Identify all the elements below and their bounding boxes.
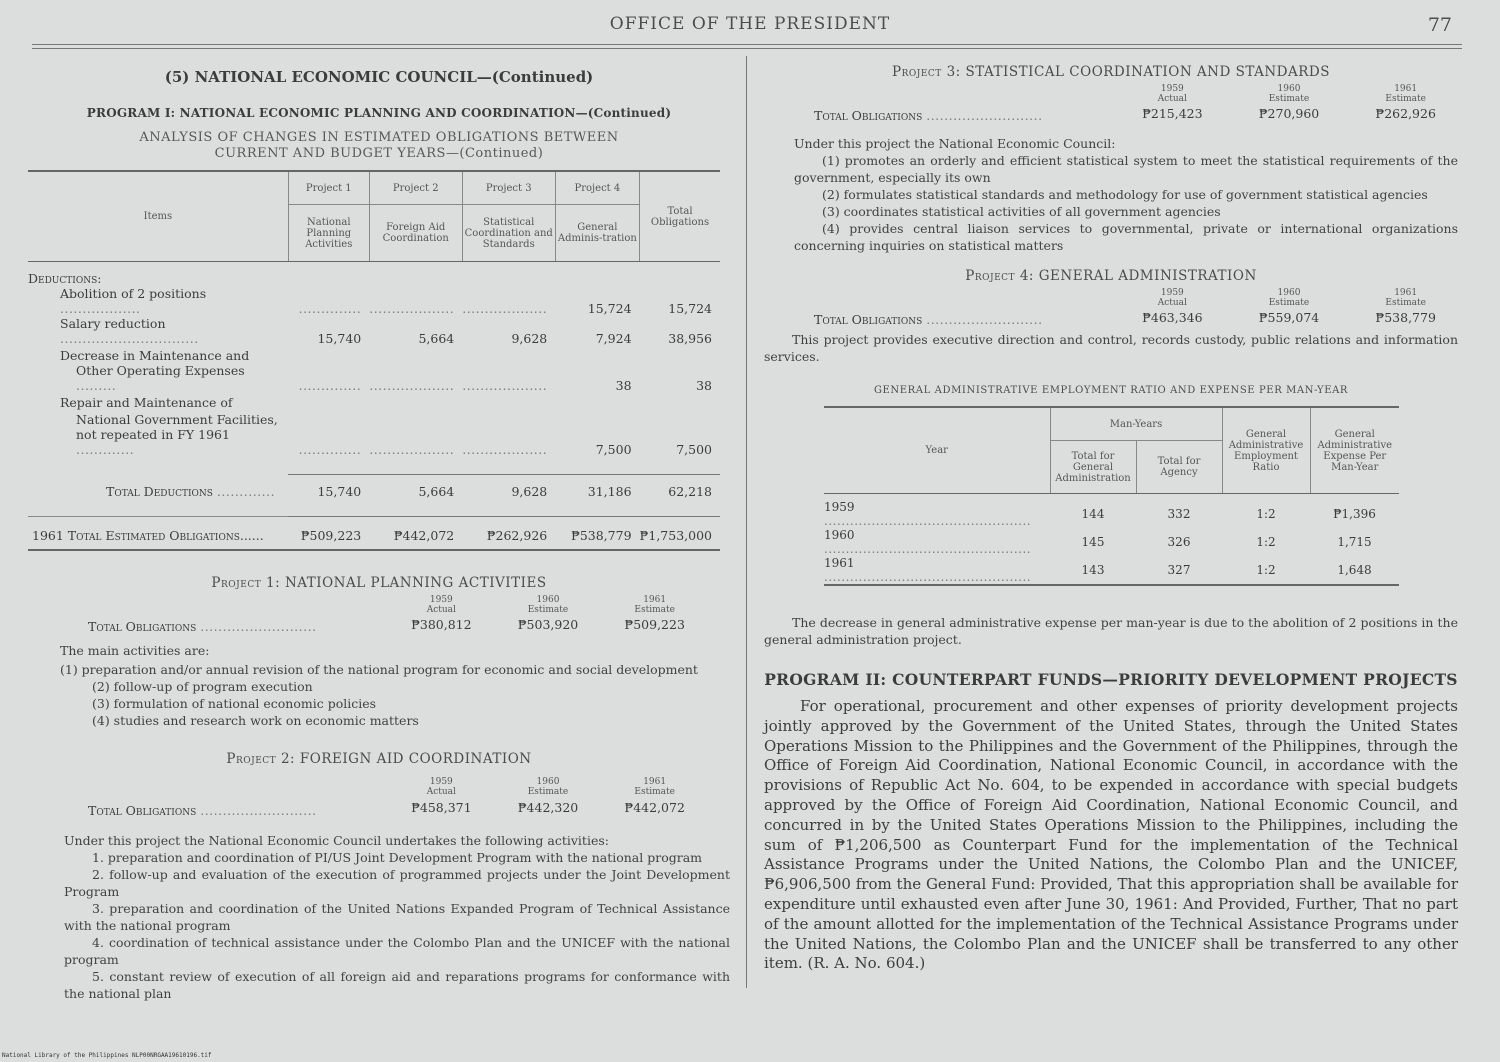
cell-value: 1,715: [1337, 535, 1372, 549]
row-label: National Government Facilities,: [76, 412, 278, 427]
cell-value: 38: [615, 378, 632, 393]
left-column: [28, 56, 730, 1002]
project-4-name: General Adminis-tration: [555, 205, 639, 262]
table-row: [28, 410, 720, 427]
activities-intro: Under this project the National Economic Council:: [794, 136, 1116, 151]
year-kind: Estimate: [1385, 298, 1426, 308]
activities-intro: The main activities are:: [60, 642, 210, 658]
project-3-name: Statistical Coordination and Standards: [462, 205, 555, 262]
year-label: 1959: [1160, 288, 1184, 298]
list-item: (2) follow-up of program execution: [92, 678, 313, 694]
cell-value: ₱1,396: [1333, 507, 1376, 521]
cell-value: 38,956: [668, 331, 712, 346]
project-1-obligations: 1959 Actual 1960 Estimate 1961 Estimate Total Obligations .......................... ₱380,812 ₱503,920 ₱509,223: [88, 595, 708, 634]
project-3-obligations: 1959 Actual 1960 Estimate 1961 Estimate Total Obligations .......................... ₱215,423 ₱270,960 ₱262,926: [814, 84, 1464, 123]
cell-value: 15,724: [587, 301, 632, 316]
table-row: 1959 ................................................ 144 332 1:2 ₱1,396: [824, 500, 1399, 528]
analysis-title-line-1: ANALYSIS OF CHANGES IN ESTIMATED OBLIGATIONS BETWEEN: [139, 130, 619, 145]
year-label: 1960: [536, 594, 560, 605]
cell-value: ₱1,753,000: [639, 527, 712, 543]
header-rule-top: [32, 44, 1462, 45]
cell-value: 5,664: [418, 331, 455, 346]
year-kind: Estimate: [527, 604, 569, 615]
year-kind: Actual: [1157, 298, 1187, 308]
cell-value: 143: [1050, 556, 1136, 585]
year-kind: Actual: [426, 604, 456, 615]
cell-value: ₱458,371: [411, 799, 472, 815]
list-item: (4) provides central liaison services to governmental, private or international organizations concerning inquiries on statistical matters: [794, 221, 1458, 253]
project-4-description: [764, 331, 1458, 365]
project-3-header: Project 3: [462, 171, 555, 205]
project-1-name: National Planning Activities: [288, 205, 369, 262]
description-text: This project provides executive direction and control, records custody, public relations and information services.: [764, 332, 1458, 364]
cell-value: 38: [696, 378, 712, 393]
cell-value: 326: [1167, 535, 1191, 549]
cell-value: ₱559,074: [1258, 310, 1320, 325]
cell-value: 7,500: [676, 442, 712, 457]
year-label: 1959: [429, 776, 453, 787]
year-label: 1959: [1160, 84, 1184, 94]
table-row: [28, 393, 720, 410]
total-deductions-label: Total Deductions: [106, 483, 213, 499]
cell-value: ₱262,926: [486, 527, 548, 543]
cell-value: 15,740: [317, 331, 362, 346]
items-header: Items: [28, 171, 288, 262]
table-row: Salary reduction ............................... 15,740 5,664 9,628 7,924 38,956: [28, 316, 720, 346]
project-3-title: Project 3: STATISTICAL COORDINATION AND STANDARDS: [892, 64, 1330, 80]
project-2-activities: [28, 832, 730, 1002]
row-label: Salary reduction: [60, 316, 166, 331]
cell-value: ₱538,779: [571, 527, 632, 543]
ratio-header: General Administrative Employment Ratio: [1222, 407, 1310, 494]
year-kind: Estimate: [1268, 94, 1310, 104]
column-divider: [746, 56, 747, 988]
total-obligations-label: Total Obligations: [814, 312, 923, 327]
year-cell: 1960: [824, 528, 855, 542]
total-obligations-label: Total Obligations: [814, 108, 923, 123]
ratio-table-title: GENERAL ADMINISTRATIVE EMPLOYMENT RATIO AND EXPENSE PER MAN-YEAR: [873, 385, 1349, 396]
year-header: Year: [824, 407, 1050, 494]
list-item: (3) formulation of national economic policies: [92, 695, 377, 711]
cell-value: ₱262,926: [1375, 106, 1436, 121]
project-2-header: Project 2: [369, 171, 462, 205]
page-number: 77: [1427, 14, 1452, 36]
cell-value: ₱270,960: [1258, 106, 1320, 121]
cell-value: 15,740: [317, 483, 362, 499]
row-label: not repeated in FY 1961: [76, 427, 230, 442]
year-label: 1961: [1394, 84, 1418, 94]
cell-value: 145: [1081, 535, 1105, 549]
year-label: 1961: [1394, 288, 1418, 298]
activities-intro: Under this project the National Economic Council undertakes the following activities:: [64, 832, 609, 848]
decrease-note: [764, 614, 1458, 648]
year-label: 1961: [643, 594, 667, 605]
cell-value: ₱503,920: [517, 616, 579, 632]
table-row: Abolition of 2 positions .................. .............. ................... ................... 15,724 15,724: [28, 286, 720, 316]
year-label: 1960: [1277, 84, 1301, 94]
list-item: (3) coordinates statistical activities of all government agencies: [822, 204, 1221, 219]
row-label: Other Operating Expenses: [76, 363, 245, 378]
cell-value: ₱442,320: [517, 799, 579, 815]
row-label: Decrease in Maintenance and: [60, 348, 250, 363]
table-row: 1960 ................................................ 145 326 1:2 1,715: [824, 528, 1399, 556]
cell-value: 332: [1167, 507, 1191, 521]
year-label: 1961: [643, 776, 667, 787]
cell-value: ₱442,072: [393, 527, 455, 543]
cell-value: 5,664: [418, 483, 455, 499]
program-2-text: For operational, procurement and other expenses of priority development projects jointly approved by the Government of the United States, through the United States Operations Mission to the Philippines and the Government of the Philippines, through the Office of Foreign Aid Coordination, National Economic Council, in accordance with the provisions of Republic Act No. 604, to be expended in accordance with special budgets approved by the Office of Foreign Aid Coordination, National Economic Council, and concurred in by the United States Operations Mission to the Philippines, including the sum of ₱1,206,500 as Counterpart Fund for the implementation of the Technical Assistance Programs under the United Nations, the Colombo Plan and the UNICEF, ₱6,906,500 from the General Fund: Provided, That this appropriation shall be available for expenditure until exhausted even after June 30, 1961: And Provided, Further, That no part of the amount allotted for the implementation of the Technical Assistance Programs under the United Nations, the Colombo Plan and the UNICEF shall be transferred to any other item. (R. A. No. 604.): [764, 697, 1458, 973]
expense-header: General Administrative Expense Per Man-Year: [1310, 407, 1399, 494]
analysis-title: [28, 130, 730, 162]
cell-value: 1,648: [1310, 556, 1399, 585]
cell-value: 9,628: [511, 483, 548, 499]
cell-value: 1:2: [1222, 556, 1310, 585]
total-deductions-row: Total Deductions ............. 15,740 5,664 9,628 31,186 62,218: [28, 475, 720, 499]
program-title: PROGRAM I: NATIONAL ECONOMIC PLANNING AND COORDINATION—(Continued): [86, 106, 672, 120]
grand-total-label: 1961 Total Estimated Obligations......: [32, 527, 264, 543]
list-item: 2. follow-up and evaluation of the execution of programmed projects under the Joint Development Program: [64, 866, 730, 899]
year-label: 1960: [1277, 288, 1301, 298]
project-1-title: Project 1: NATIONAL PLANNING ACTIVITIES: [211, 574, 547, 591]
year-label: 1959: [429, 594, 453, 605]
cell-value: ₱509,223: [300, 527, 362, 543]
year-kind: Estimate: [527, 786, 569, 797]
year-kind: Estimate: [1385, 94, 1426, 104]
year-label: 1960: [536, 776, 560, 787]
cell-value: 144: [1081, 507, 1105, 521]
cell-value: 1:2: [1256, 507, 1276, 521]
grand-total-row: [28, 516, 720, 543]
list-item: (1) preparation and/or annual revision of the national program for economic and social development: [60, 661, 698, 677]
deductions-label: Deductions:: [28, 271, 102, 286]
total-obligations-label: Total Obligations: [88, 802, 197, 818]
list-item: (4) studies and research work on economic matters: [92, 712, 419, 728]
cell-value: 31,186: [587, 483, 632, 499]
cell-value: ₱509,223: [624, 616, 685, 632]
ratio-table: [824, 406, 1399, 586]
year-kind: Actual: [426, 786, 456, 797]
list-item: 1. preparation and coordination of PI/US Joint Development Program with the national program: [92, 849, 703, 865]
project-2-title: Project 2: FOREIGN AID COORDINATION: [226, 750, 532, 767]
row-label: Repair and Maintenance of: [60, 395, 233, 410]
cell-value: 15,724: [668, 301, 712, 316]
cell-value: ₱442,072: [624, 799, 685, 815]
running-title: OFFICE OF THE PRESIDENT: [609, 14, 891, 34]
year-cell: 1959: [824, 500, 855, 514]
cell-value: 7,500: [595, 442, 632, 457]
row-label: Abolition of 2 positions: [60, 286, 207, 301]
changes-table: [28, 170, 720, 551]
cell-value: 327: [1136, 556, 1222, 585]
cell-value: ₱538,779: [1375, 310, 1436, 325]
cell-value: 1:2: [1256, 535, 1276, 549]
program-2-body: [764, 697, 1458, 974]
project-1-header: Project 1: [288, 171, 369, 205]
project-2-name: Foreign Aid Coordination: [369, 205, 462, 262]
year-kind: Actual: [1157, 94, 1187, 104]
year-kind: Estimate: [1268, 298, 1310, 308]
project-4-obligations: 1959 Actual 1960 Estimate 1961 Estimate Total Obligations .......................... ₱463,346 ₱559,074 ₱538,779: [814, 288, 1464, 327]
analysis-title-line-2: CURRENT AND BUDGET YEARS—(Continued): [214, 146, 544, 161]
table-row: 1961 ................................................ 143 327 1:2 1,648: [824, 556, 1399, 585]
project-1-activities: [28, 642, 730, 729]
total-obligations-label: Total Obligations: [88, 618, 197, 634]
right-column: [764, 56, 1458, 974]
list-item: 5. constant review of execution of all foreign aid and reparations programs for conformance with the national plan: [64, 968, 730, 1001]
cell-value: 7,924: [595, 331, 632, 346]
project-4-header: Project 4: [555, 171, 639, 205]
year-cell: 1961: [824, 556, 855, 570]
list-item: (1) promotes an orderly and efficient statistical system to meet the statistical requirements of the government, especially its own: [794, 153, 1458, 185]
list-item: 4. coordination of technical assistance under the Colombo Plan and the UNICEF with the national program: [64, 934, 730, 967]
cell-value: ₱463,346: [1142, 310, 1203, 325]
project-3-activities: [764, 135, 1458, 254]
table-row: [28, 346, 720, 363]
program-2-title: PROGRAM II: COUNTERPART FUNDS—PRIORITY DEVELOPMENT PROJECTS: [764, 670, 1458, 689]
section-title: (5) NATIONAL ECONOMIC COUNCIL—(Continued): [164, 68, 594, 86]
decrease-note-text: The decrease in general administrative expense per man-year is due to the abolition of 2 positions in the general administration project.: [764, 615, 1458, 647]
agency-header: Total for Agency: [1136, 441, 1222, 494]
cell-value: ₱380,812: [411, 616, 472, 632]
list-item: 3. preparation and coordination of the United Nations Expanded Program of Technical Assistance with the national program: [64, 900, 730, 933]
project-2-obligations: 1959 Actual 1960 Estimate 1961 Estimate Total Obligations .......................... ₱458,371 ₱442,320 ₱442,072: [88, 777, 708, 818]
project-4-title: Project 4: GENERAL ADMINISTRATION: [965, 268, 1257, 284]
man-years-header: Man-Years: [1050, 407, 1222, 441]
cell-value: ₱215,423: [1142, 106, 1203, 121]
year-kind: Estimate: [634, 786, 675, 797]
running-header: [0, 14, 1500, 40]
year-kind: Estimate: [634, 604, 675, 615]
general-admin-header: Total for General Administration: [1050, 441, 1136, 494]
header-rule-bottom: [32, 48, 1462, 49]
table-row: not repeated in FY 1961 ............. .............. ................... ................... 7,500 7,500: [28, 427, 720, 457]
table-row: Other Operating Expenses ......... .............. ................... ................... 38 38: [28, 363, 720, 393]
total-obligations-header: Total Obligations: [640, 171, 720, 262]
list-item: (2) formulates statistical standards and methodology for use of government statistical agencies: [822, 187, 1428, 202]
cell-value: 9,628: [511, 331, 548, 346]
scan-footer: National Library of the Philippines NLP00NRGAA19610196.tif: [2, 1052, 212, 1059]
cell-value: 62,218: [668, 483, 712, 499]
